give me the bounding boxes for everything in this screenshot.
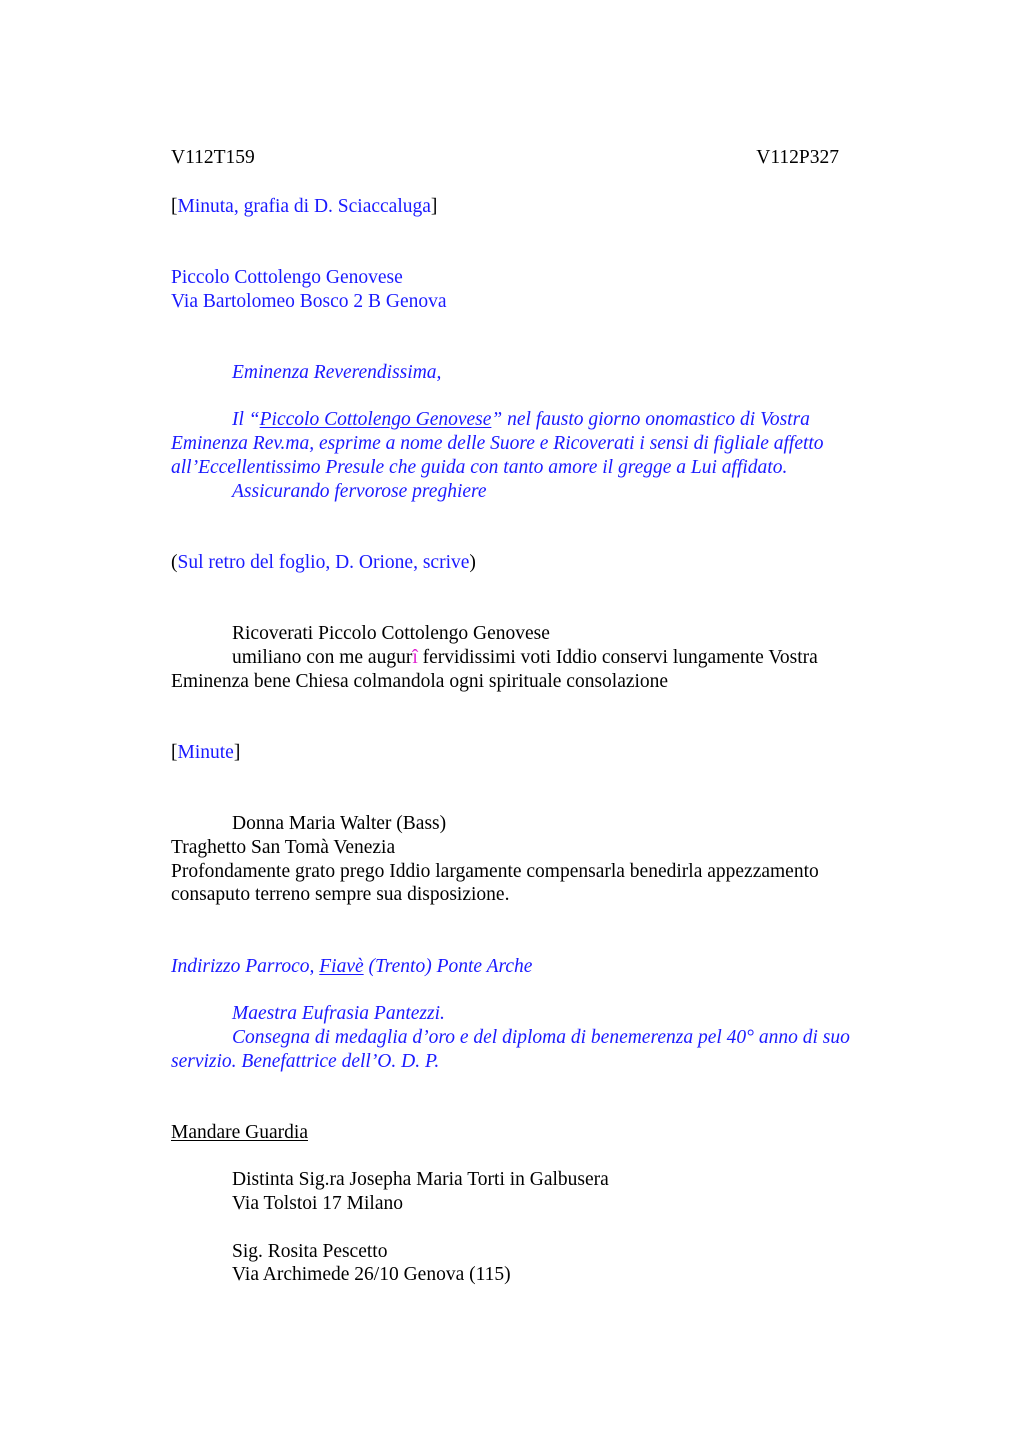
editorial-note-retro xyxy=(171,551,476,575)
honoree-name: Maestra Eufrasia Pantezzi. xyxy=(232,1003,445,1024)
telegram-line: servizio. Benefattrice dell’O. D. P. xyxy=(171,1051,440,1072)
section-title-guardia: Mandare Guardia xyxy=(171,1122,308,1143)
telegram-line xyxy=(232,646,818,670)
telegram-line: Consegna di medaglia d’oro e del diploma di benemerenza pel 40° anno di suo xyxy=(232,1027,850,1048)
telegram-line: consaputo terreno sempre sua disposizione. xyxy=(171,884,510,905)
sender-address: Via Bartolomeo Bosco 2 B Genova xyxy=(171,291,447,312)
text-fragment: umiliano con me augur xyxy=(232,647,413,668)
telegram-line: Ricoverati Piccolo Cottolengo Genovese xyxy=(232,623,550,644)
recipient-address: Via Tolstoi 17 Milano xyxy=(232,1193,403,1214)
recipient-address: Via Archimede 26/10 Genova (115) xyxy=(232,1264,511,1285)
letter-paragraph-line: Eminenza Rev.ma, esprime a nome delle Suore e Ricoverati i sensi di figliale affetto xyxy=(171,433,824,454)
text-fragment: Il “ xyxy=(232,409,260,430)
bracket-close: ] xyxy=(430,196,438,217)
doc-code-left: V112T159 xyxy=(171,147,255,168)
sender-name: Piccolo Cottolengo Genovese xyxy=(171,267,403,288)
text-fragment: fervidissimi voti Iddio conservi lungamente Vostra xyxy=(417,647,818,668)
recipient-name: Donna Maria Walter (Bass) xyxy=(232,813,447,834)
recipient-address: Traghetto San Tomà Venezia xyxy=(171,837,396,858)
editorial-mark: î xyxy=(412,647,418,668)
text-fragment: (Trento) Ponte Arche xyxy=(363,956,533,977)
text-fragment: ” nel fausto giorno onomastico di Vostra xyxy=(491,409,810,430)
letter-paragraph-line xyxy=(232,408,810,432)
letter-paragraph-line: all’Eccellentissimo Presule che guida con tanto amore il gregge a Lui affidato. xyxy=(171,457,788,478)
note-text: Minuta, grafia di D. Sciaccaluga xyxy=(177,196,431,217)
letter-closing: Assicurando fervorose preghiere xyxy=(232,481,487,502)
bracket-close: ] xyxy=(233,742,241,763)
note-text: Minute xyxy=(177,742,234,763)
text-fragment: Indirizzo Parroco, xyxy=(171,956,320,977)
doc-code-right: V112P327 xyxy=(756,147,839,168)
bracket-open: [ xyxy=(171,196,178,217)
bracket-open: [ xyxy=(171,742,178,763)
recipient-name: Distinta Sig.ra Josepha Maria Torti in Galbusera xyxy=(232,1169,609,1190)
editorial-note-minute xyxy=(171,741,240,765)
telegram-line: Eminenza bene Chiesa colmandola ogni spirituale consolazione xyxy=(171,671,669,692)
place-name-underlined: Fiavè xyxy=(319,956,364,977)
recipient-name: Sig. Rosita Pescetto xyxy=(232,1241,388,1262)
note-text: Sul retro del foglio, D. Orione, scrive xyxy=(177,552,470,573)
telegram-line: Profondamente grato prego Iddio largamente compensarla benedirla appezzamento xyxy=(171,861,819,882)
institution-name-underlined: Piccolo Cottolengo Genovese xyxy=(259,409,492,430)
paren-open: ( xyxy=(171,552,178,573)
editorial-note-minuta xyxy=(171,195,437,219)
letter-salutation: Eminenza Reverendissima, xyxy=(232,362,442,383)
paren-close: ) xyxy=(469,552,476,573)
parish-address xyxy=(171,955,532,979)
